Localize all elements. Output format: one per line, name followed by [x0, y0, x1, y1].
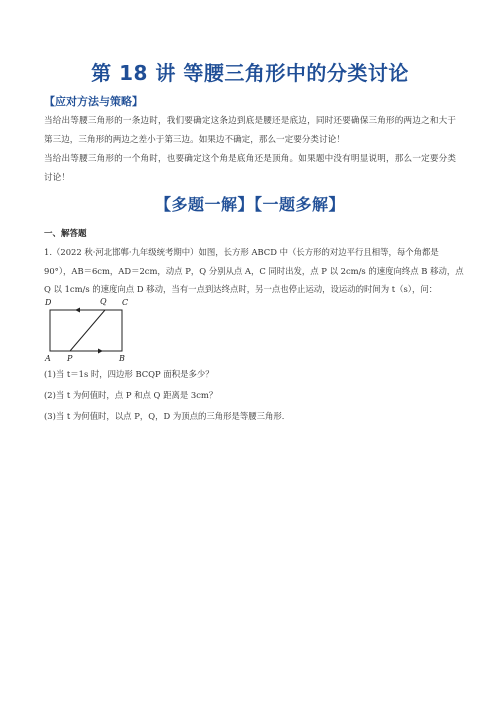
- label-d: D: [45, 298, 52, 307]
- question-3: (3)当 t 为何值时，以点 P，Q，D 为顶点的三角形是等腰三角形．: [44, 411, 291, 421]
- label-a: A: [45, 354, 51, 363]
- strategy-paragraph-2: 当给出等腰三角形的一个角时，也要确定这个角是底角还是顶角。如果题中没有明显说明，那么一定要分类讨论！: [44, 154, 456, 183]
- problem-line-1: 1.（2022 秋·河北邯郸·九年级统考期中）如图，长方形 ABCD 中（长方形的对边平行且相等，每个角都是: [44, 247, 439, 257]
- rectangle-diagram: [40, 298, 140, 368]
- problem-line-3: Q 以 1cm/s 的速度向点 D 移动，当有一点到达终点时，另一点也停止运动，设运动的时间为 t（s），问：: [44, 284, 438, 294]
- question-list: [44, 364, 456, 427]
- rectangle-abcd: [50, 310, 122, 351]
- section-banner: 【多题一解】【一题多解】: [154, 195, 345, 214]
- label-p: P: [67, 354, 73, 363]
- rectangle-figure: [40, 298, 140, 368]
- problem-line-2: 90°），AB＝6cm，AD＝2cm，动点 P，Q 分别从点 A，C 同时出发，点 P 以 2cm/s 的速度向终点 B 移动，点: [44, 265, 464, 276]
- label-b: B: [119, 354, 125, 363]
- section-subheading: 一、解答题: [44, 229, 87, 239]
- arrow-p-head: [98, 349, 103, 354]
- arrow-q-head: [75, 308, 80, 313]
- question-2: (2)当 t 为何值时，点 P 和点 Q 距离是 3cm？: [44, 390, 218, 400]
- question-1: (1)当 t＝1s 时，四边形 BCQP 面积是多少？: [44, 369, 214, 379]
- page-title: 第 18 讲 等腰三角形中的分类讨论: [91, 61, 409, 85]
- strategy-paragraph-1: 当给出等腰三角形的一条边时，我们要确定这条边到底是腰还是底边，同时还要确保三角形的两边之和大于第三边，三角形的两边之差小于第三边。如果边不确定，那么一定要分类讨论！: [44, 116, 456, 145]
- label-q: Q: [100, 297, 107, 306]
- label-c: C: [122, 298, 129, 307]
- strategy-heading: 【应对方法与策略】: [44, 95, 143, 108]
- segment-pq: [70, 310, 105, 351]
- problem-statement: [44, 243, 464, 299]
